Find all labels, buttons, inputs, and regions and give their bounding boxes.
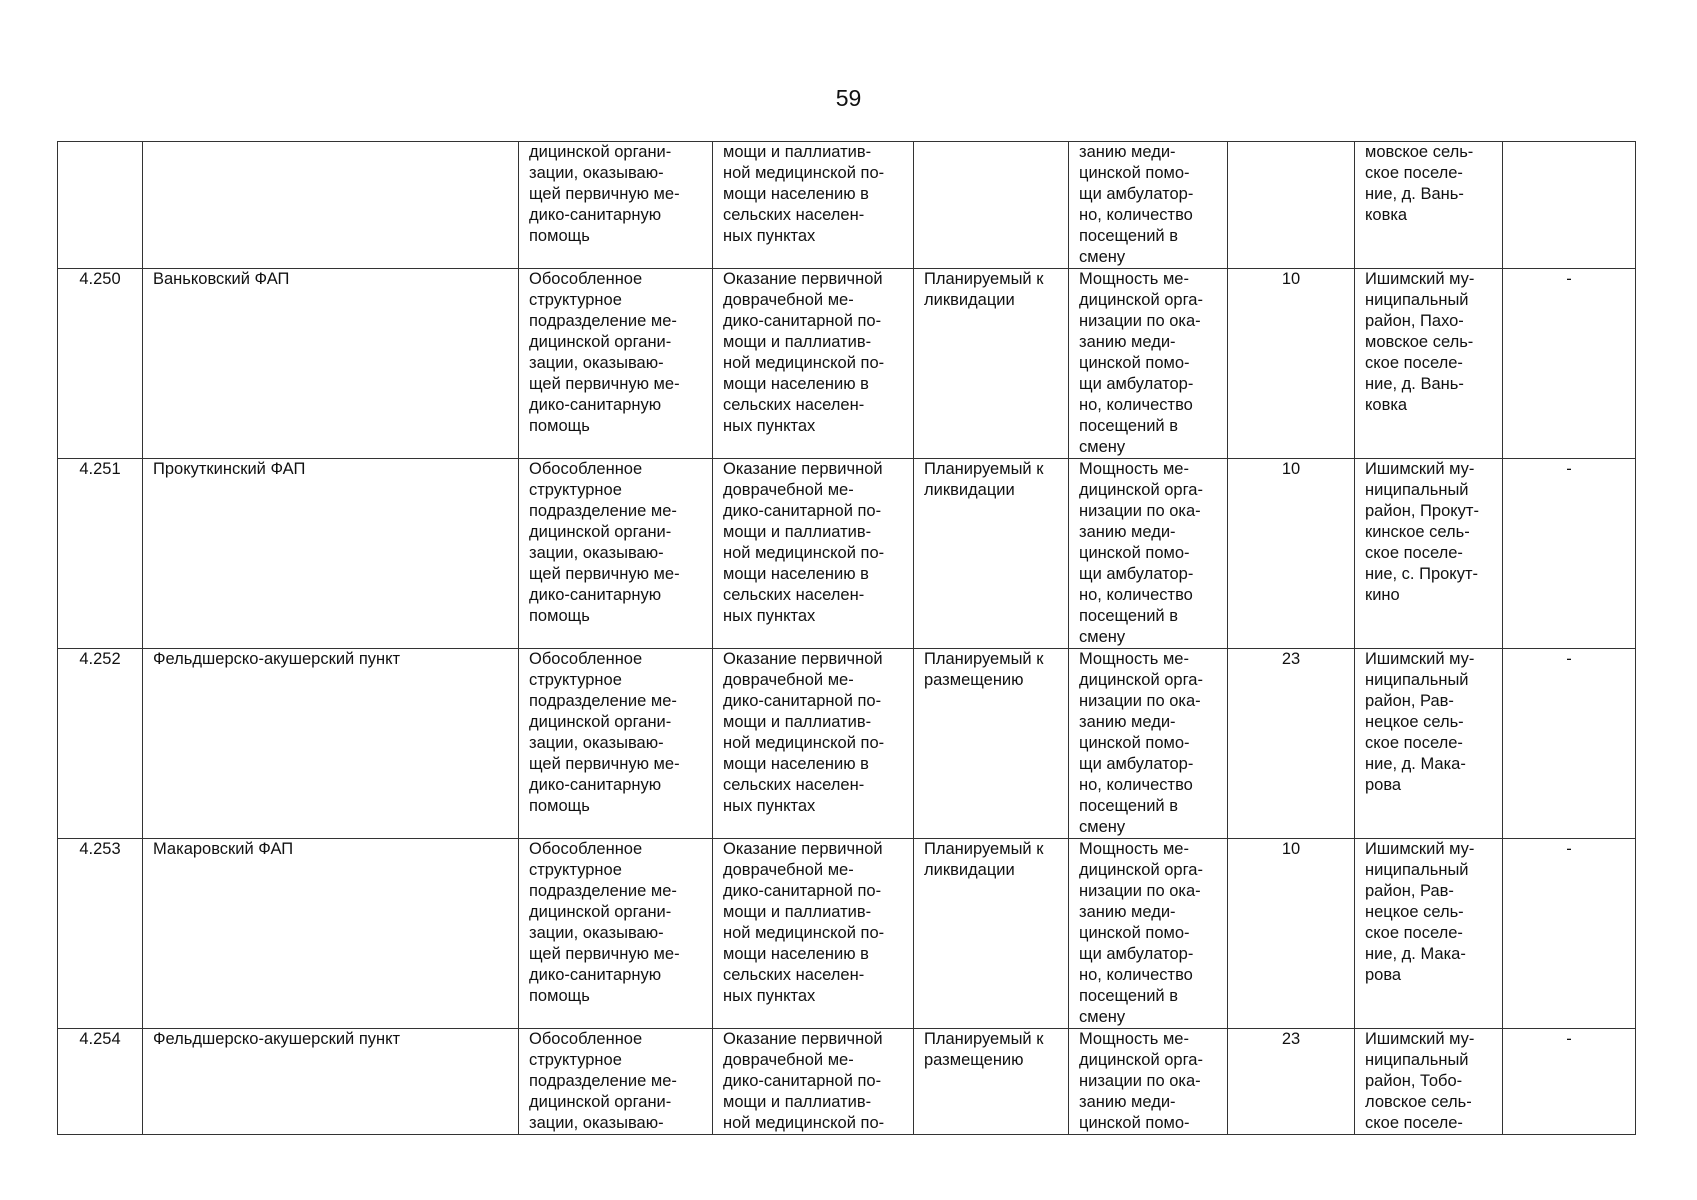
cell-status: Планируемый к ликвидации: [914, 269, 1069, 459]
table-row: [58, 649, 1636, 839]
cell-location: Ишимский му- ниципальный район, Прокут- кинское сель- ское поселе- ние, с. Прокут- кино: [1355, 459, 1503, 649]
cell-remark: -: [1503, 839, 1636, 1029]
cell-name: Ваньковский ФАП: [143, 269, 519, 459]
cell-remark: -: [1503, 1029, 1636, 1135]
cell-purpose: Оказание первичной доврачебной ме- дико-санитарной по- мощи и паллиатив- ной медицинской по- мощи населению в сельских населен- ных пунктах: [713, 649, 914, 839]
cell-status: Планируемый к размещению: [914, 1029, 1069, 1135]
cell-remark: [1503, 142, 1636, 269]
cell-capacity: 10: [1228, 839, 1355, 1029]
cell-name: Фельдшерско-акушерский пункт: [143, 1029, 519, 1135]
cell-number: [58, 142, 143, 269]
cell-type: Обособленное структурное подразделение ме- дицинской органи- зации, оказываю- щей первичную ме- дико-санитарную помощь: [519, 839, 713, 1029]
cell-name: Фельдшерско-акушерский пункт: [143, 649, 519, 839]
cell-location: мовское сель- ское поселе- ние, д. Вань- ковка: [1355, 142, 1503, 269]
cell-characteristic: Мощность ме- дицинской орга- низации по ока- занию меди- цинской помо- щи амбулатор- но, количество посещений в смену: [1069, 649, 1228, 839]
cell-characteristic: Мощность ме- дицинской орга- низации по ока- занию меди- цинской помо- щи амбулатор- но, количество посещений в смену: [1069, 839, 1228, 1029]
cell-name: [143, 142, 519, 269]
cell-status: Планируемый к ликвидации: [914, 459, 1069, 649]
cell-capacity: 23: [1228, 1029, 1355, 1135]
cell-characteristic: Мощность ме- дицинской орга- низации по ока- занию меди- цинской помо- щи амбулатор- но, количество посещений в смену: [1069, 269, 1228, 459]
cell-remark: -: [1503, 269, 1636, 459]
table-row: [58, 269, 1636, 459]
cell-status: Планируемый к размещению: [914, 649, 1069, 839]
cell-number: 4.250: [58, 269, 143, 459]
cell-number: 4.251: [58, 459, 143, 649]
cell-purpose: Оказание первичной доврачебной ме- дико-санитарной по- мощи и паллиатив- ной медицинской по- мощи населению в сельских населен- ных пунктах: [713, 839, 914, 1029]
cell-purpose: Оказание первичной доврачебной ме- дико-санитарной по- мощи и паллиатив- ной медицинской по-: [713, 1029, 914, 1135]
cell-capacity: 23: [1228, 649, 1355, 839]
cell-type: Обособленное структурное подразделение ме- дицинской органи- зации, оказываю- щей первичную ме- дико-санитарную помощь: [519, 459, 713, 649]
cell-type: Обособленное структурное подразделение ме- дицинской органи- зации, оказываю-: [519, 1029, 713, 1135]
cell-name: Прокуткинский ФАП: [143, 459, 519, 649]
cell-remark: -: [1503, 459, 1636, 649]
cell-characteristic: Мощность ме- дицинской орга- низации по ока- занию меди- цинской помо-: [1069, 1029, 1228, 1135]
table-row: [58, 839, 1636, 1029]
cell-purpose: Оказание первичной доврачебной ме- дико-санитарной по- мощи и паллиатив- ной медицинской по- мощи населению в сельских населен- ных пунктах: [713, 459, 914, 649]
cell-capacity: 10: [1228, 459, 1355, 649]
cell-number: 4.252: [58, 649, 143, 839]
table-row: [58, 1029, 1636, 1135]
cell-location: Ишимский му- ниципальный район, Рав- нецкое сель- ское поселе- ние, д. Мака- рова: [1355, 649, 1503, 839]
table-row: [58, 142, 1636, 269]
cell-location: Ишимский му- ниципальный район, Рав- нецкое сель- ское поселе- ние, д. Мака- рова: [1355, 839, 1503, 1029]
cell-characteristic: занию меди- цинской помо- щи амбулатор- но, количество посещений в смену: [1069, 142, 1228, 269]
cell-purpose: Оказание первичной доврачебной ме- дико-санитарной по- мощи и паллиатив- ной медицинской по- мощи населению в сельских населен- ных пунктах: [713, 269, 914, 459]
cell-number: 4.254: [58, 1029, 143, 1135]
page-number: 59: [835, 85, 862, 111]
cell-location: Ишимский му- ниципальный район, Пахо- мовское сель- ское поселе- ние, д. Вань- ковка: [1355, 269, 1503, 459]
facilities-table: [57, 141, 1636, 1135]
cell-name: Макаровский ФАП: [143, 839, 519, 1029]
cell-location: Ишимский му- ниципальный район, Тобо- ловское сель- ское поселе-: [1355, 1029, 1503, 1135]
cell-number: 4.253: [58, 839, 143, 1029]
cell-status: [914, 142, 1069, 269]
cell-capacity: 10: [1228, 269, 1355, 459]
cell-type: Обособленное структурное подразделение ме- дицинской органи- зации, оказываю- щей первичную ме- дико-санитарную помощь: [519, 649, 713, 839]
cell-type: Обособленное структурное подразделение ме- дицинской органи- зации, оказываю- щей первичную ме- дико-санитарную помощь: [519, 269, 713, 459]
cell-capacity: [1228, 142, 1355, 269]
cell-characteristic: Мощность ме- дицинской орга- низации по ока- занию меди- цинской помо- щи амбулатор- но, количество посещений в смену: [1069, 459, 1228, 649]
cell-status: Планируемый к ликвидации: [914, 839, 1069, 1029]
cell-remark: -: [1503, 649, 1636, 839]
table-row: [58, 459, 1636, 649]
cell-type: дицинской органи- зации, оказываю- щей первичную ме- дико-санитарную помощь: [519, 142, 713, 269]
cell-purpose: мощи и паллиатив- ной медицинской по- мощи населению в сельских населен- ных пунктах: [713, 142, 914, 269]
